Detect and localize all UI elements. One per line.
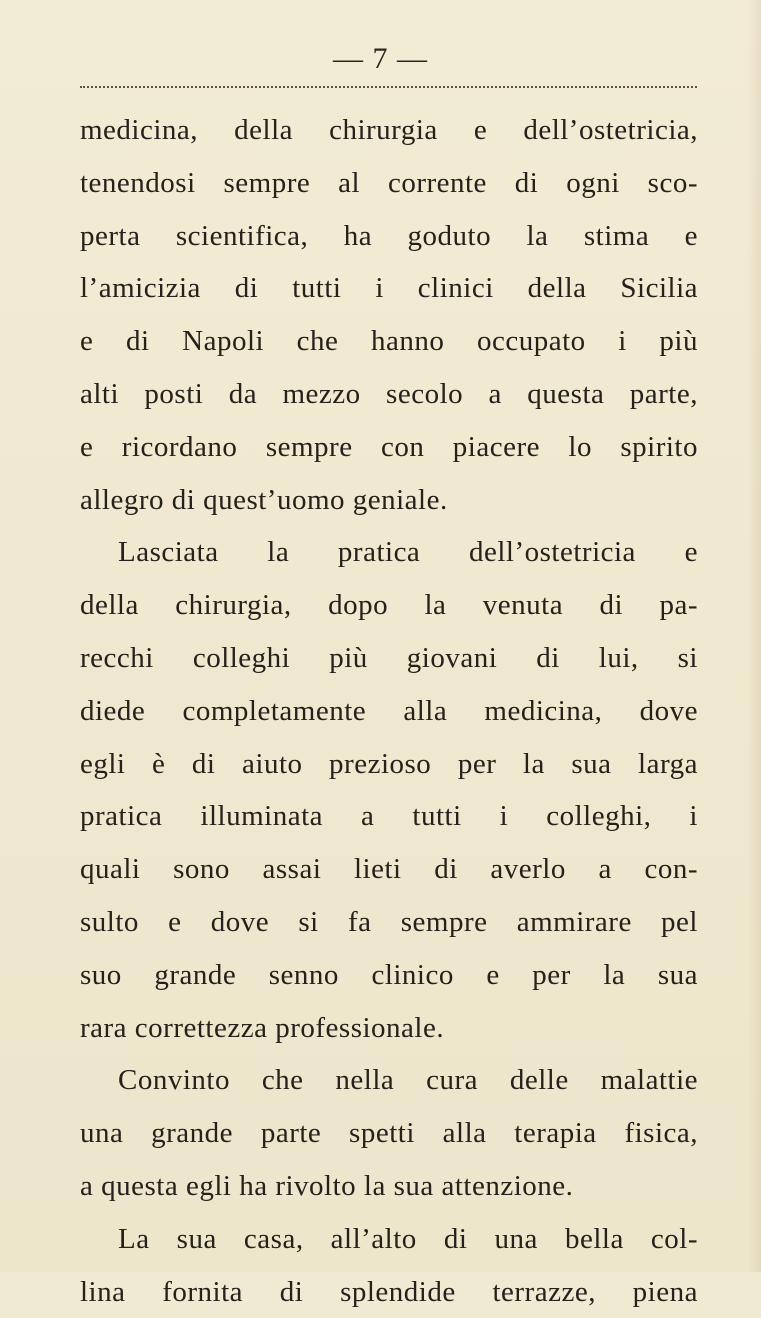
text-line: diede completamente alla medicina, dove — [80, 694, 698, 727]
text-line: sulto e dove si fa sempre ammirare pel — [80, 905, 698, 938]
text-line: Convinto che nella cura delle malattie — [118, 1064, 698, 1097]
text-line: lina fornita di splendide terrazze, piena — [80, 1275, 698, 1308]
text-line: rara correttezza professionale. — [80, 1011, 445, 1044]
text-line: allegro di quest’uomo geniale. — [80, 483, 448, 516]
text-line: l’amicizia di tutti i clinici della Sicilia — [80, 272, 698, 305]
page-number: — 7 — — [333, 42, 428, 75]
text-line: e di Napoli che hanno occupato i più — [80, 325, 698, 358]
text-line: Lasciata la pratica dell’ostetricia e — [118, 536, 698, 569]
text-line: una grande parte spetti alla terapia fisica, — [80, 1117, 698, 1150]
text-line: perta scientifica, ha goduto la stima e — [80, 219, 698, 252]
text-line: tenendosi sempre al corrente di ogni sco- — [80, 166, 698, 199]
text-line: quali sono assai lieti di averlo a con- — [80, 853, 698, 886]
text-line: La sua casa, all’alto di una bella col- — [118, 1222, 698, 1255]
text-line: e ricordano sempre con piacere lo spirito — [80, 430, 698, 463]
text-line: a questa egli ha rivolto la sua attenzione. — [80, 1169, 574, 1202]
text-line: pratica illuminata a tutti i colleghi, i — [80, 800, 698, 833]
header-rule — [80, 86, 697, 88]
page-edge-shadow — [747, 0, 761, 1272]
text-line: egli è di aiuto prezioso per la sua larga — [80, 747, 698, 780]
text-line: della chirurgia, dopo la venuta di pa- — [80, 589, 698, 622]
body-text — [80, 104, 698, 1318]
text-line: recchi colleghi più giovani di lui, si — [80, 641, 698, 674]
text-line: suo grande senno clinico e per la sua — [80, 958, 698, 991]
text-line: alti posti da mezzo secolo a questa parte, — [80, 377, 698, 410]
text-line: medicina, della chirurgia e dell’ostetricia, — [80, 114, 698, 146]
